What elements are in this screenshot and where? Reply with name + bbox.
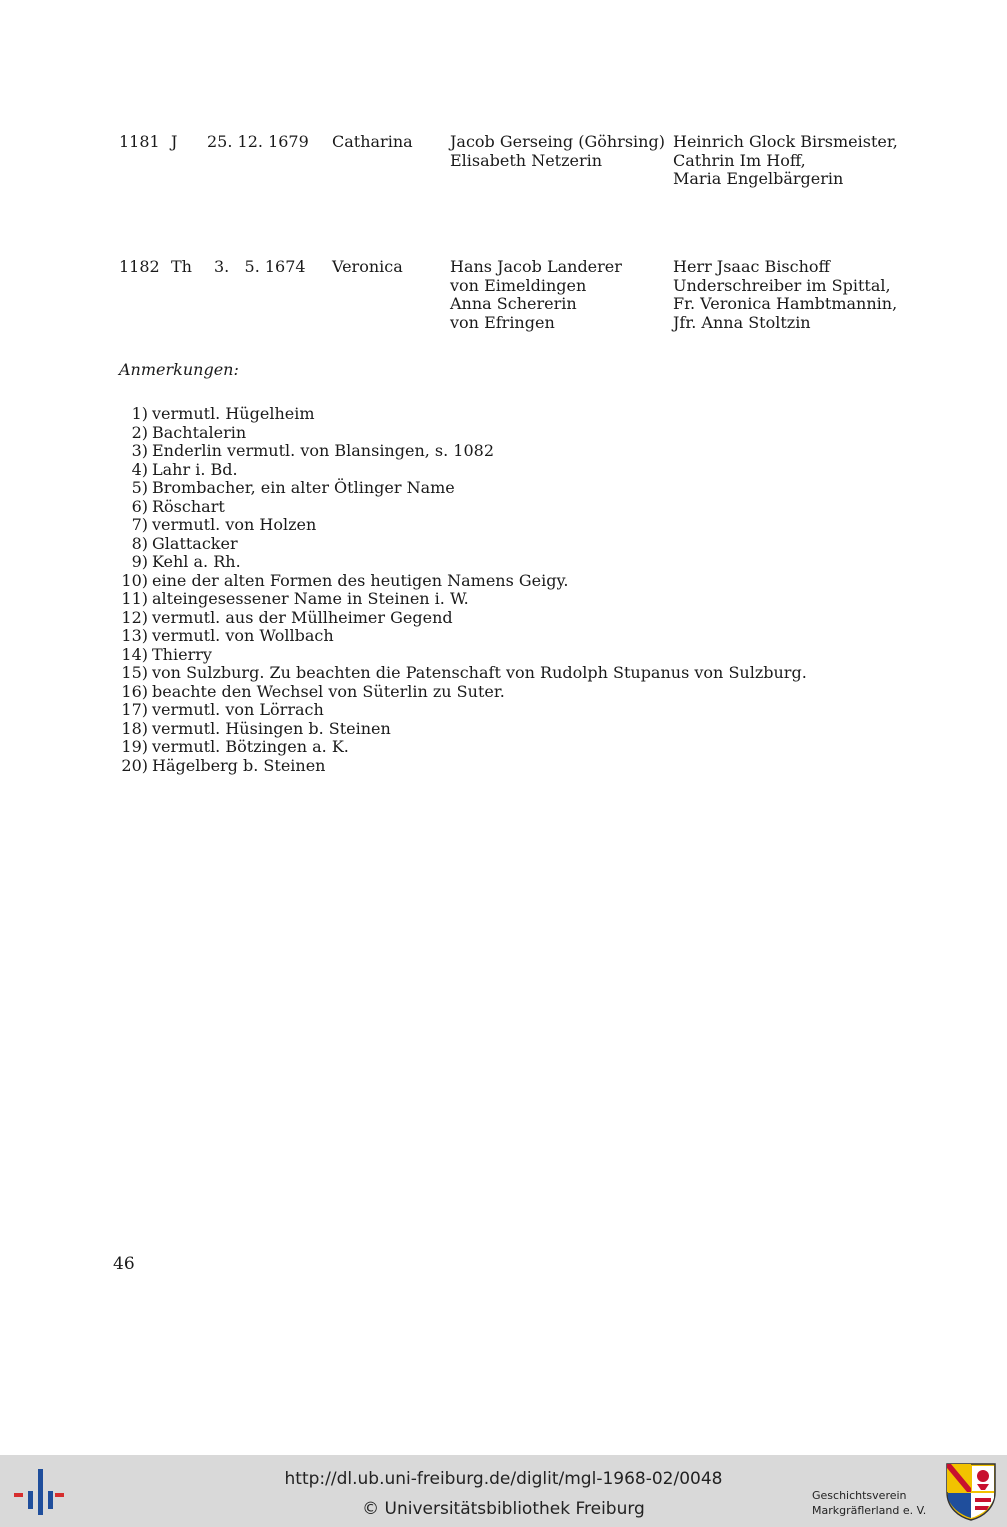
association-line: Markgräflerland e. V. (812, 1504, 927, 1517)
note-text: beachte den Wechsel von Süterlin zu Suter. (152, 681, 505, 701)
note-item (112, 646, 807, 665)
note-item (112, 461, 807, 480)
note-item (112, 683, 807, 702)
entry-child-name: Veronica (332, 257, 403, 276)
note-text: vermutl. Hüsingen b. Steinen (152, 718, 391, 738)
note-item (112, 405, 807, 424)
note-item (112, 720, 807, 739)
note-number: 3) (131, 441, 148, 460)
note-number: 7) (131, 515, 148, 534)
note-text: vermutl. von Lörrach (152, 700, 324, 719)
notes-heading: Anmerkungen: (119, 360, 239, 379)
note-text: von Sulzburg. Zu beachten die Patenschaft von Rudolph Stupanus von Sulzburg. (152, 663, 807, 682)
note-text: Lahr i. Bd. (152, 459, 238, 479)
entry-abbreviation: J (171, 132, 178, 151)
copyright-text: © Universitätsbibliothek Freiburg (362, 1499, 645, 1519)
entry-parents (450, 258, 622, 332)
permalink-url[interactable]: http://dl.ub.uni-freiburg.de/diglit/mgl-1968-02/0048 (284, 1469, 723, 1489)
note-text: vermutl. Bötzingen a. K. (152, 737, 349, 756)
note-text: vermutl. von Wollbach (152, 626, 334, 645)
note-item (112, 516, 807, 535)
viewer-footer (0, 1455, 1007, 1527)
note-number: 18) (121, 718, 148, 738)
note-item (112, 424, 807, 443)
note-number: 5) (131, 478, 148, 497)
godparent-line: Underschreiber im Spittal, (673, 275, 891, 295)
note-text: eine der alten Formen des heutigen Namens Geigy. (152, 570, 569, 590)
association-line: Geschichtsverein (812, 1489, 907, 1502)
note-number: 11) (121, 589, 148, 608)
note-item (112, 757, 807, 776)
note-number: 15) (121, 663, 148, 682)
note-item (112, 609, 807, 628)
godparent-line: Herr Jsaac Bischoff (673, 257, 830, 276)
note-text: alteingesessener Name in Steinen i. W. (152, 589, 469, 608)
note-text: vermutl. Hügelheim (152, 404, 315, 423)
entry-godparents (673, 258, 897, 332)
note-text: Hägelberg b. Steinen (152, 755, 326, 775)
note-item (112, 535, 807, 554)
note-number: 19) (121, 737, 148, 756)
note-number: 16) (121, 681, 148, 701)
parent-line: Elisabeth Netzerin (450, 150, 603, 170)
note-item (112, 553, 807, 572)
association-name (812, 1488, 926, 1518)
parent-line: Jacob Gerseing (Göhrsing) (450, 132, 665, 151)
note-number: 1) (131, 404, 148, 423)
page-number: 46 (113, 1254, 135, 1274)
parent-line: von Efringen (450, 312, 555, 332)
note-item (112, 627, 807, 646)
note-number: 14) (121, 644, 148, 664)
note-number: 20) (121, 755, 148, 775)
entry-date: 3. 5. 1674 (214, 257, 306, 276)
note-number: 17) (121, 700, 148, 719)
entry-date: 25. 12. 1679 (207, 132, 309, 151)
note-number: 4) (131, 459, 148, 479)
note-item (112, 572, 807, 591)
note-item (112, 498, 807, 517)
parent-line: Anna Schererin (450, 294, 577, 313)
coat-of-arms-icon[interactable] (945, 1462, 997, 1522)
note-number: 6) (131, 496, 148, 516)
note-number: 8) (131, 533, 148, 553)
note-text: vermutl. aus der Müllheimer Gegend (152, 607, 453, 627)
godparent-line: Heinrich Glock Birsmeister, (673, 132, 898, 151)
note-text: Kehl a. Rh. (152, 552, 241, 571)
notes-list (112, 405, 807, 775)
note-number: 2) (131, 422, 148, 442)
godparent-line: Jfr. Anna Stoltzin (673, 312, 811, 332)
entry-abbreviation: Th (171, 257, 192, 276)
note-item (112, 590, 807, 609)
entry-parents (450, 133, 665, 170)
note-text: vermutl. von Holzen (152, 515, 317, 534)
note-number: 13) (121, 626, 148, 645)
parent-line: von Eimeldingen (450, 275, 587, 295)
note-item (112, 738, 807, 757)
entry-number: 1182 (119, 257, 160, 276)
entry-child-name: Catharina (332, 132, 413, 151)
note-text: Glattacker (152, 533, 238, 553)
godparent-line: Fr. Veronica Hambtmannin, (673, 294, 898, 313)
note-item (112, 442, 807, 461)
godparent-line: Maria Engelbärgerin (673, 169, 844, 188)
note-item (112, 664, 807, 683)
entry-number: 1181 (119, 132, 160, 151)
note-number: 9) (131, 552, 148, 571)
note-text: Brombacher, ein alter Ötlinger Name (152, 478, 455, 497)
godparent-line: Cathrin Im Hoff, (673, 150, 806, 170)
parent-line: Hans Jacob Landerer (450, 257, 622, 276)
note-text: Röschart (152, 496, 225, 516)
note-item (112, 701, 807, 720)
entry-godparents (673, 133, 898, 189)
note-number: 12) (121, 607, 148, 627)
note-text: Thierry (152, 644, 212, 664)
note-number: 10) (121, 570, 148, 590)
note-item (112, 479, 807, 498)
note-text: Enderlin vermutl. von Blansingen, s. 1082 (152, 441, 495, 460)
note-text: Bachtalerin (152, 422, 247, 442)
